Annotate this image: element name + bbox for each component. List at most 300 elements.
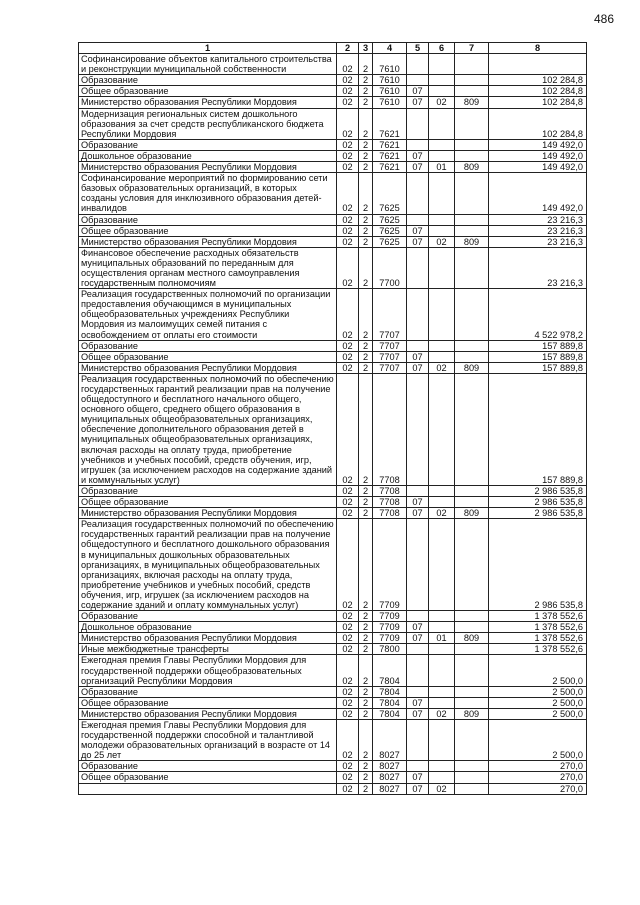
row-code-7 (455, 697, 489, 708)
row-code-5: 07 (407, 633, 429, 644)
row-code-2: 02 (337, 783, 359, 794)
row-code-4: 7625 (373, 236, 407, 247)
table-row (79, 225, 587, 236)
row-code-2: 02 (337, 108, 359, 139)
row-code-6 (429, 214, 455, 225)
row-description: Образование (79, 485, 337, 496)
row-code-5 (407, 340, 429, 351)
row-amount: 157 889,8 (489, 340, 587, 351)
row-code-5: 07 (407, 772, 429, 783)
row-code-6: 02 (429, 708, 455, 719)
table-row (79, 611, 587, 622)
row-code-2: 02 (337, 225, 359, 236)
row-description (79, 783, 337, 794)
row-amount: 149 492,0 (489, 162, 587, 173)
row-code-3: 2 (359, 214, 373, 225)
table-row (79, 150, 587, 161)
row-code-6 (429, 519, 455, 611)
row-code-6 (429, 655, 455, 686)
row-code-3: 2 (359, 686, 373, 697)
row-code-7 (455, 720, 489, 761)
row-description: Министерство образования Республики Мордовия (79, 708, 337, 719)
table-row (79, 108, 587, 139)
row-description: Иные межбюджетные трансферты (79, 644, 337, 655)
row-code-2: 02 (337, 214, 359, 225)
row-code-6 (429, 108, 455, 139)
table-row (79, 633, 587, 644)
row-code-3: 2 (359, 225, 373, 236)
row-description: Софинансирование мероприятий по формированию сети базовых образовательных организаций, в которых созданы условия для инклюзивного образования детей-инвалидов (79, 173, 337, 214)
row-code-6 (429, 139, 455, 150)
row-amount: 2 500,0 (489, 720, 587, 761)
column-header: 3 (359, 43, 373, 54)
row-amount: 2 500,0 (489, 708, 587, 719)
row-amount: 102 284,8 (489, 86, 587, 97)
row-code-6 (429, 611, 455, 622)
row-description: Образование (79, 139, 337, 150)
row-code-2: 02 (337, 75, 359, 86)
row-code-7 (455, 485, 489, 496)
table-row (79, 289, 587, 340)
row-code-2: 02 (337, 236, 359, 247)
row-code-5: 07 (407, 225, 429, 236)
row-amount: 1 378 552,6 (489, 611, 587, 622)
row-description: Финансовое обеспечение расходных обязательств муниципальных образований по переданным для осуществления органам местного самоуправления государственным полномочиям (79, 247, 337, 288)
row-code-4: 8027 (373, 761, 407, 772)
row-description: Образование (79, 761, 337, 772)
table-row (79, 708, 587, 719)
row-code-4: 7708 (373, 485, 407, 496)
column-header: 6 (429, 43, 455, 54)
row-code-2: 02 (337, 720, 359, 761)
row-description: Реализация государственных полномочий по обеспечению государственных гарантий реализации прав на получение общедоступного и бесплатного дошкольного образования в муниципальных дошкольных образовательных организациях, в муниципальных общеобразовательных организациях, включая расходы на оплату труда, приобретение учебников и учебных пособий, средств обучения, игр, игрушек (за исключением расходов на содержание зданий и оплату коммунальных услуг) (79, 519, 337, 611)
row-code-2: 02 (337, 611, 359, 622)
table-row (79, 644, 587, 655)
table-row (79, 86, 587, 97)
row-code-7 (455, 772, 489, 783)
row-description: Общее образование (79, 225, 337, 236)
row-amount: 270,0 (489, 783, 587, 794)
row-amount: 2 986 535,8 (489, 508, 587, 519)
row-code-6: 02 (429, 362, 455, 373)
row-code-7 (455, 340, 489, 351)
row-description: Министерство образования Республики Мордовия (79, 236, 337, 247)
row-code-6 (429, 150, 455, 161)
row-amount: 2 986 535,8 (489, 497, 587, 508)
row-code-2: 02 (337, 139, 359, 150)
row-amount: 23 216,3 (489, 214, 587, 225)
row-code-6 (429, 173, 455, 214)
row-code-4: 7610 (373, 75, 407, 86)
row-code-5 (407, 761, 429, 772)
row-description: Образование (79, 340, 337, 351)
row-code-7 (455, 150, 489, 161)
row-code-7: 809 (455, 162, 489, 173)
row-code-5 (407, 173, 429, 214)
row-code-3: 2 (359, 720, 373, 761)
row-code-4: 7804 (373, 686, 407, 697)
row-amount: 1 378 552,6 (489, 633, 587, 644)
row-code-7 (455, 351, 489, 362)
row-code-5 (407, 108, 429, 139)
row-code-7 (455, 497, 489, 508)
row-description: Дошкольное образование (79, 622, 337, 633)
row-code-2: 02 (337, 86, 359, 97)
table-row (79, 497, 587, 508)
row-description: Реализация государственных полномочий по обеспечению государственных гарантий реализации прав на получение общедоступного и бесплатного начального общего, основного общего, среднего общего образования в муниципальных общеобразовательных организациях, обеспечение дополнительного образования детей в муниципальных общеобразовательных организациях, включая расходы на оплату труда, приобретение учебников и учебных пособий, средств обучения, игр, игрушек (за исключением расходов на содержание зданий и коммунальных услуг) (79, 373, 337, 485)
row-code-5 (407, 289, 429, 340)
row-code-7: 809 (455, 362, 489, 373)
row-code-6 (429, 622, 455, 633)
row-code-6 (429, 340, 455, 351)
row-code-2: 02 (337, 655, 359, 686)
row-code-6 (429, 485, 455, 496)
row-code-2: 02 (337, 772, 359, 783)
row-code-2: 02 (337, 497, 359, 508)
table-row (79, 54, 587, 75)
row-description: Общее образование (79, 697, 337, 708)
row-description: Образование (79, 611, 337, 622)
table-row (79, 97, 587, 108)
row-code-3: 2 (359, 708, 373, 719)
column-header: 2 (337, 43, 359, 54)
row-amount: 1 378 552,6 (489, 622, 587, 633)
row-amount: 2 986 535,8 (489, 485, 587, 496)
row-code-4: 7610 (373, 97, 407, 108)
column-header: 8 (489, 43, 587, 54)
row-description: Образование (79, 686, 337, 697)
row-code-6 (429, 225, 455, 236)
row-code-5: 07 (407, 508, 429, 519)
row-code-6: 01 (429, 162, 455, 173)
row-code-3: 2 (359, 150, 373, 161)
row-code-3: 2 (359, 772, 373, 783)
table-row (79, 340, 587, 351)
row-description: Министерство образования Республики Мордовия (79, 362, 337, 373)
table-row (79, 720, 587, 761)
row-description: Министерство образования Республики Мордовия (79, 97, 337, 108)
row-code-7 (455, 761, 489, 772)
row-code-7 (455, 75, 489, 86)
row-code-3: 2 (359, 697, 373, 708)
row-code-3: 2 (359, 519, 373, 611)
row-code-7 (455, 686, 489, 697)
row-code-6 (429, 497, 455, 508)
row-amount: 149 492,0 (489, 150, 587, 161)
row-code-7: 809 (455, 633, 489, 644)
row-code-2: 02 (337, 54, 359, 75)
row-code-2: 02 (337, 485, 359, 496)
row-code-2: 02 (337, 289, 359, 340)
column-header: 4 (373, 43, 407, 54)
row-code-3: 2 (359, 644, 373, 655)
row-code-4: 8027 (373, 720, 407, 761)
row-code-4: 7707 (373, 362, 407, 373)
row-code-7: 809 (455, 236, 489, 247)
row-code-4: 7625 (373, 214, 407, 225)
row-code-4: 7707 (373, 340, 407, 351)
row-description: Ежегодная премия Главы Республики Мордовия для государственной поддержки способной и талантливой молодежи образовательных организаций в возрасте от 14 до 25 лет (79, 720, 337, 761)
row-code-4: 8027 (373, 783, 407, 794)
row-code-5: 07 (407, 86, 429, 97)
row-description: Образование (79, 214, 337, 225)
table-row (79, 173, 587, 214)
table-row (79, 686, 587, 697)
row-code-5 (407, 54, 429, 75)
row-code-7 (455, 611, 489, 622)
row-amount: 102 284,8 (489, 97, 587, 108)
row-amount (489, 54, 587, 75)
row-code-3: 2 (359, 54, 373, 75)
row-code-2: 02 (337, 351, 359, 362)
table-row (79, 139, 587, 150)
row-code-2: 02 (337, 644, 359, 655)
table-row (79, 655, 587, 686)
row-amount: 270,0 (489, 761, 587, 772)
row-code-3: 2 (359, 247, 373, 288)
row-code-7 (455, 173, 489, 214)
row-code-4: 7621 (373, 139, 407, 150)
row-code-5: 07 (407, 497, 429, 508)
row-code-5 (407, 485, 429, 496)
row-code-4: 7707 (373, 351, 407, 362)
row-code-7 (455, 54, 489, 75)
row-code-2: 02 (337, 519, 359, 611)
row-code-2: 02 (337, 247, 359, 288)
row-amount: 157 889,8 (489, 362, 587, 373)
table-row (79, 783, 587, 794)
row-code-3: 2 (359, 289, 373, 340)
row-code-2: 02 (337, 761, 359, 772)
table-row (79, 772, 587, 783)
row-code-7 (455, 519, 489, 611)
row-code-3: 2 (359, 97, 373, 108)
row-code-2: 02 (337, 633, 359, 644)
row-description: Дошкольное образование (79, 150, 337, 161)
row-description: Министерство образования Республики Мордовия (79, 633, 337, 644)
row-code-5: 07 (407, 783, 429, 794)
row-code-5: 07 (407, 162, 429, 173)
budget-table (78, 42, 587, 795)
row-amount: 4 522 978,2 (489, 289, 587, 340)
row-code-7 (455, 214, 489, 225)
row-code-5 (407, 247, 429, 288)
row-code-7 (455, 644, 489, 655)
row-amount: 157 889,8 (489, 373, 587, 485)
table-row (79, 75, 587, 86)
row-code-5: 07 (407, 708, 429, 719)
row-amount: 23 216,3 (489, 247, 587, 288)
row-code-7 (455, 622, 489, 633)
row-code-3: 2 (359, 655, 373, 686)
row-amount: 149 492,0 (489, 139, 587, 150)
row-code-6 (429, 351, 455, 362)
row-code-3: 2 (359, 373, 373, 485)
row-code-4: 7708 (373, 497, 407, 508)
row-description: Общее образование (79, 86, 337, 97)
row-code-2: 02 (337, 686, 359, 697)
row-code-5 (407, 720, 429, 761)
row-code-3: 2 (359, 761, 373, 772)
row-description: Образование (79, 75, 337, 86)
row-code-6 (429, 720, 455, 761)
row-code-5: 07 (407, 236, 429, 247)
row-code-3: 2 (359, 485, 373, 496)
row-amount: 270,0 (489, 772, 587, 783)
row-code-6: 01 (429, 633, 455, 644)
row-amount: 2 986 535,8 (489, 519, 587, 611)
column-header: 1 (79, 43, 337, 54)
row-code-5 (407, 373, 429, 485)
row-code-7 (455, 108, 489, 139)
row-code-5: 07 (407, 362, 429, 373)
row-code-3: 2 (359, 173, 373, 214)
row-code-7: 809 (455, 97, 489, 108)
row-code-4: 7709 (373, 633, 407, 644)
row-code-4: 7625 (373, 225, 407, 236)
row-code-2: 02 (337, 173, 359, 214)
row-code-2: 02 (337, 150, 359, 161)
row-code-3: 2 (359, 139, 373, 150)
row-code-7 (455, 373, 489, 485)
row-code-4: 7610 (373, 54, 407, 75)
row-code-6 (429, 686, 455, 697)
row-description: Реализация государственных полномочий по организации предоставления обучающимся в муниципальных общеобразовательных учреждениях Республики Мордовия из малоимущих семей питания с освобождением от оплаты его стоимости (79, 289, 337, 340)
row-code-4: 7621 (373, 150, 407, 161)
column-header: 7 (455, 43, 489, 54)
row-code-5: 07 (407, 351, 429, 362)
row-code-3: 2 (359, 108, 373, 139)
row-code-7 (455, 655, 489, 686)
row-code-5 (407, 611, 429, 622)
row-amount: 149 492,0 (489, 173, 587, 214)
row-code-5: 07 (407, 150, 429, 161)
row-code-3: 2 (359, 622, 373, 633)
row-code-6 (429, 86, 455, 97)
row-code-2: 02 (337, 697, 359, 708)
row-code-6 (429, 75, 455, 86)
row-code-6: 02 (429, 508, 455, 519)
row-code-3: 2 (359, 162, 373, 173)
row-code-6: 02 (429, 97, 455, 108)
row-code-4: 7610 (373, 86, 407, 97)
row-code-7: 809 (455, 708, 489, 719)
row-code-3: 2 (359, 611, 373, 622)
row-code-5: 07 (407, 97, 429, 108)
row-code-2: 02 (337, 708, 359, 719)
row-code-7 (455, 289, 489, 340)
row-code-3: 2 (359, 75, 373, 86)
row-description: Общее образование (79, 497, 337, 508)
row-code-4: 7804 (373, 697, 407, 708)
row-code-4: 7621 (373, 162, 407, 173)
row-description: Модернизация региональных систем дошкольного образования за счет средств республиканского бюджета Республики Мордовия (79, 108, 337, 139)
row-code-6 (429, 54, 455, 75)
row-amount: 2 500,0 (489, 655, 587, 686)
row-description: Общее образование (79, 351, 337, 362)
row-code-5 (407, 644, 429, 655)
row-amount: 102 284,8 (489, 108, 587, 139)
row-code-6 (429, 373, 455, 485)
row-code-4: 7621 (373, 108, 407, 139)
row-code-7: 809 (455, 508, 489, 519)
row-code-5: 07 (407, 697, 429, 708)
row-code-4: 7709 (373, 611, 407, 622)
row-code-6 (429, 772, 455, 783)
row-code-3: 2 (359, 633, 373, 644)
row-code-5 (407, 139, 429, 150)
row-code-7 (455, 225, 489, 236)
table-body (79, 54, 587, 795)
table-row (79, 214, 587, 225)
row-code-7 (455, 783, 489, 794)
row-amount: 2 500,0 (489, 686, 587, 697)
row-code-5 (407, 519, 429, 611)
row-code-4: 7625 (373, 173, 407, 214)
row-amount: 2 500,0 (489, 697, 587, 708)
row-code-3: 2 (359, 236, 373, 247)
row-code-5 (407, 75, 429, 86)
table-row (79, 485, 587, 496)
row-code-3: 2 (359, 508, 373, 519)
row-code-3: 2 (359, 351, 373, 362)
row-description: Министерство образования Республики Мордовия (79, 508, 337, 519)
table-row (79, 697, 587, 708)
row-code-2: 02 (337, 373, 359, 485)
table-row (79, 622, 587, 633)
row-code-4: 7708 (373, 508, 407, 519)
row-amount: 23 216,3 (489, 225, 587, 236)
table-row (79, 247, 587, 288)
table-row (79, 761, 587, 772)
column-header: 5 (407, 43, 429, 54)
row-code-4: 7709 (373, 622, 407, 633)
table-row (79, 373, 587, 485)
row-code-6 (429, 644, 455, 655)
row-code-6 (429, 697, 455, 708)
table-row (79, 362, 587, 373)
row-description: Министерство образования Республики Мордовия (79, 162, 337, 173)
page-number: 486 (594, 12, 615, 26)
row-code-3: 2 (359, 86, 373, 97)
row-code-2: 02 (337, 340, 359, 351)
row-amount: 23 216,3 (489, 236, 587, 247)
row-amount: 102 284,8 (489, 75, 587, 86)
row-code-7 (455, 139, 489, 150)
row-code-5: 07 (407, 622, 429, 633)
row-code-5 (407, 655, 429, 686)
table-row (79, 519, 587, 611)
table-row (79, 508, 587, 519)
row-code-4: 7800 (373, 644, 407, 655)
row-code-6 (429, 289, 455, 340)
table-row (79, 162, 587, 173)
row-code-2: 02 (337, 362, 359, 373)
row-amount: 1 378 552,6 (489, 644, 587, 655)
table-row (79, 236, 587, 247)
row-code-6: 02 (429, 236, 455, 247)
row-code-3: 2 (359, 362, 373, 373)
row-code-3: 2 (359, 340, 373, 351)
row-code-4: 7804 (373, 655, 407, 686)
row-code-2: 02 (337, 622, 359, 633)
row-code-6 (429, 761, 455, 772)
row-description: Общее образование (79, 772, 337, 783)
row-code-2: 02 (337, 162, 359, 173)
row-description: Ежегодная премия Главы Республики Мордовия для государственной поддержки общеобразовательных организаций Республики Мордовия (79, 655, 337, 686)
row-code-6: 02 (429, 783, 455, 794)
row-code-4: 7708 (373, 373, 407, 485)
